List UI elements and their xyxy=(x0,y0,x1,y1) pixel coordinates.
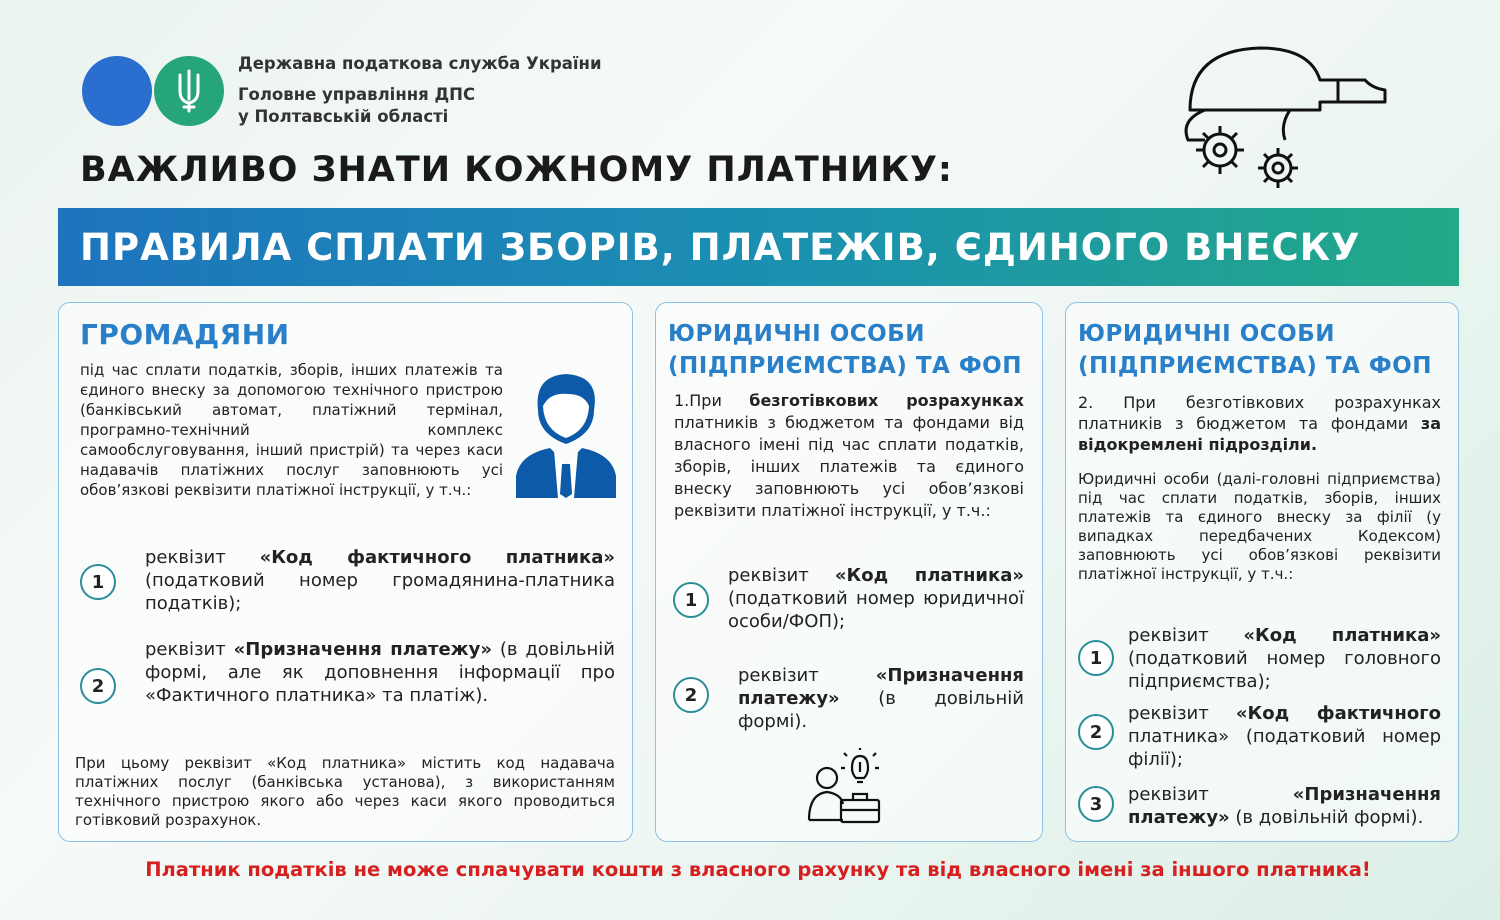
trident-icon xyxy=(172,69,206,113)
card1-title: ГРОМАДЯНИ xyxy=(80,318,290,351)
card1-intro: під час сплати податків, зборів, інших платежів та єдиного внеску за допомогою технічного пристрою (банківський автомат, платіжний термінал, програмно-технічний комплекс самообслуговування, інший пристрій) та через каси надавачів платіжних послуг заповнюють усі обов’язкові реквізити платіжної інструкції, у т.ч.: xyxy=(80,361,503,499)
trident-logo xyxy=(154,56,224,126)
card1-number-1: 1 xyxy=(80,564,116,600)
card1-item-2: реквізит «Призначення платежу» (в довільній формі, але як доповнення інформації про «Фактичного платника» та платіж). xyxy=(145,639,615,706)
card3-title: ЮРИДИЧНІ ОСОБИ (ПІДПРИЄМСТВА) ТА ФОП xyxy=(1078,321,1432,379)
main-banner: ПРАВИЛА СПЛАТИ ЗБОРІВ, ПЛАТЕЖІВ, ЄДИНОГО ВНЕСКУ xyxy=(58,208,1459,286)
card2-item-2: реквізит «Призначення платежу» (в довільній формі). xyxy=(738,665,1024,732)
card3-item-1: реквізит «Код платника» (податковий номер головного підприємства); xyxy=(1128,625,1441,692)
card3-intro: 2. При безготівкових розрахунках платників з бюджетом та фондами за відокремлені підрозділи. xyxy=(1078,393,1441,454)
card2-title: ЮРИДИЧНІ ОСОБИ (ПІДПРИЄМСТВА) ТА ФОП xyxy=(668,321,1022,379)
logo-blue-circle xyxy=(82,56,152,126)
card1-note: При цьому реквізит «Код платника» містить код надавача платіжних послуг (банківська установа), з використанням технічного пристрою якого або через каси якого проводиться готівковий розрахунок. xyxy=(75,754,615,829)
warning-footer: Платник податків не може сплачувати кошти з власного рахунку та від власного імені за іншого платника! xyxy=(145,858,1371,881)
card1-item-1: реквізит «Код фактичного платника» (податковий номер громадянина-платника податків); xyxy=(145,547,615,614)
card3-intro2: Юридичні особи (далі-головні підприємства) під час сплати податків, зборів, інших платежів та єдиного внеску за філії (у випадках передбачених Кодексом) заповнюють усі обов’язкові реквізити платіжної інструкції, у т.ч.: xyxy=(1078,470,1441,583)
card3-item-2: реквізит «Код фактичного платника» (податковий номер філії); xyxy=(1128,703,1441,770)
org-department: Головне управління ДПС xyxy=(238,85,476,104)
idea-worker-icon xyxy=(805,748,885,824)
card3-number-3: 3 xyxy=(1078,786,1114,822)
page-headline: ВАЖЛИВО ЗНАТИ КОЖНОМУ ПЛАТНИКУ: xyxy=(80,150,953,190)
card2-number-2: 2 xyxy=(673,677,709,713)
card2-intro: 1.При безготівкових розрахунках платників з бюджетом та фондами від власного імені під час сплати податків, зборів, інших платежів та єдиного внеску заповнюють усі обов’язкові реквізити платіжної інструкції, у т.ч.: xyxy=(674,391,1024,520)
card3-number-2: 2 xyxy=(1078,714,1114,750)
head-gears-icon xyxy=(1160,40,1400,195)
person-icon xyxy=(516,372,616,498)
card3-number-1: 1 xyxy=(1078,640,1114,676)
org-region: у Полтавській області xyxy=(238,107,449,126)
org-name: Державна податкова служба України xyxy=(238,54,602,73)
card2-item-1: реквізит «Код платника» (податковий номер юридичної особи/ФОП); xyxy=(728,565,1024,632)
card1-number-2: 2 xyxy=(80,668,116,704)
card3-item-3: реквізит «Призначення платежу» (в довільній формі). xyxy=(1128,784,1441,828)
card2-number-1: 1 xyxy=(673,582,709,618)
